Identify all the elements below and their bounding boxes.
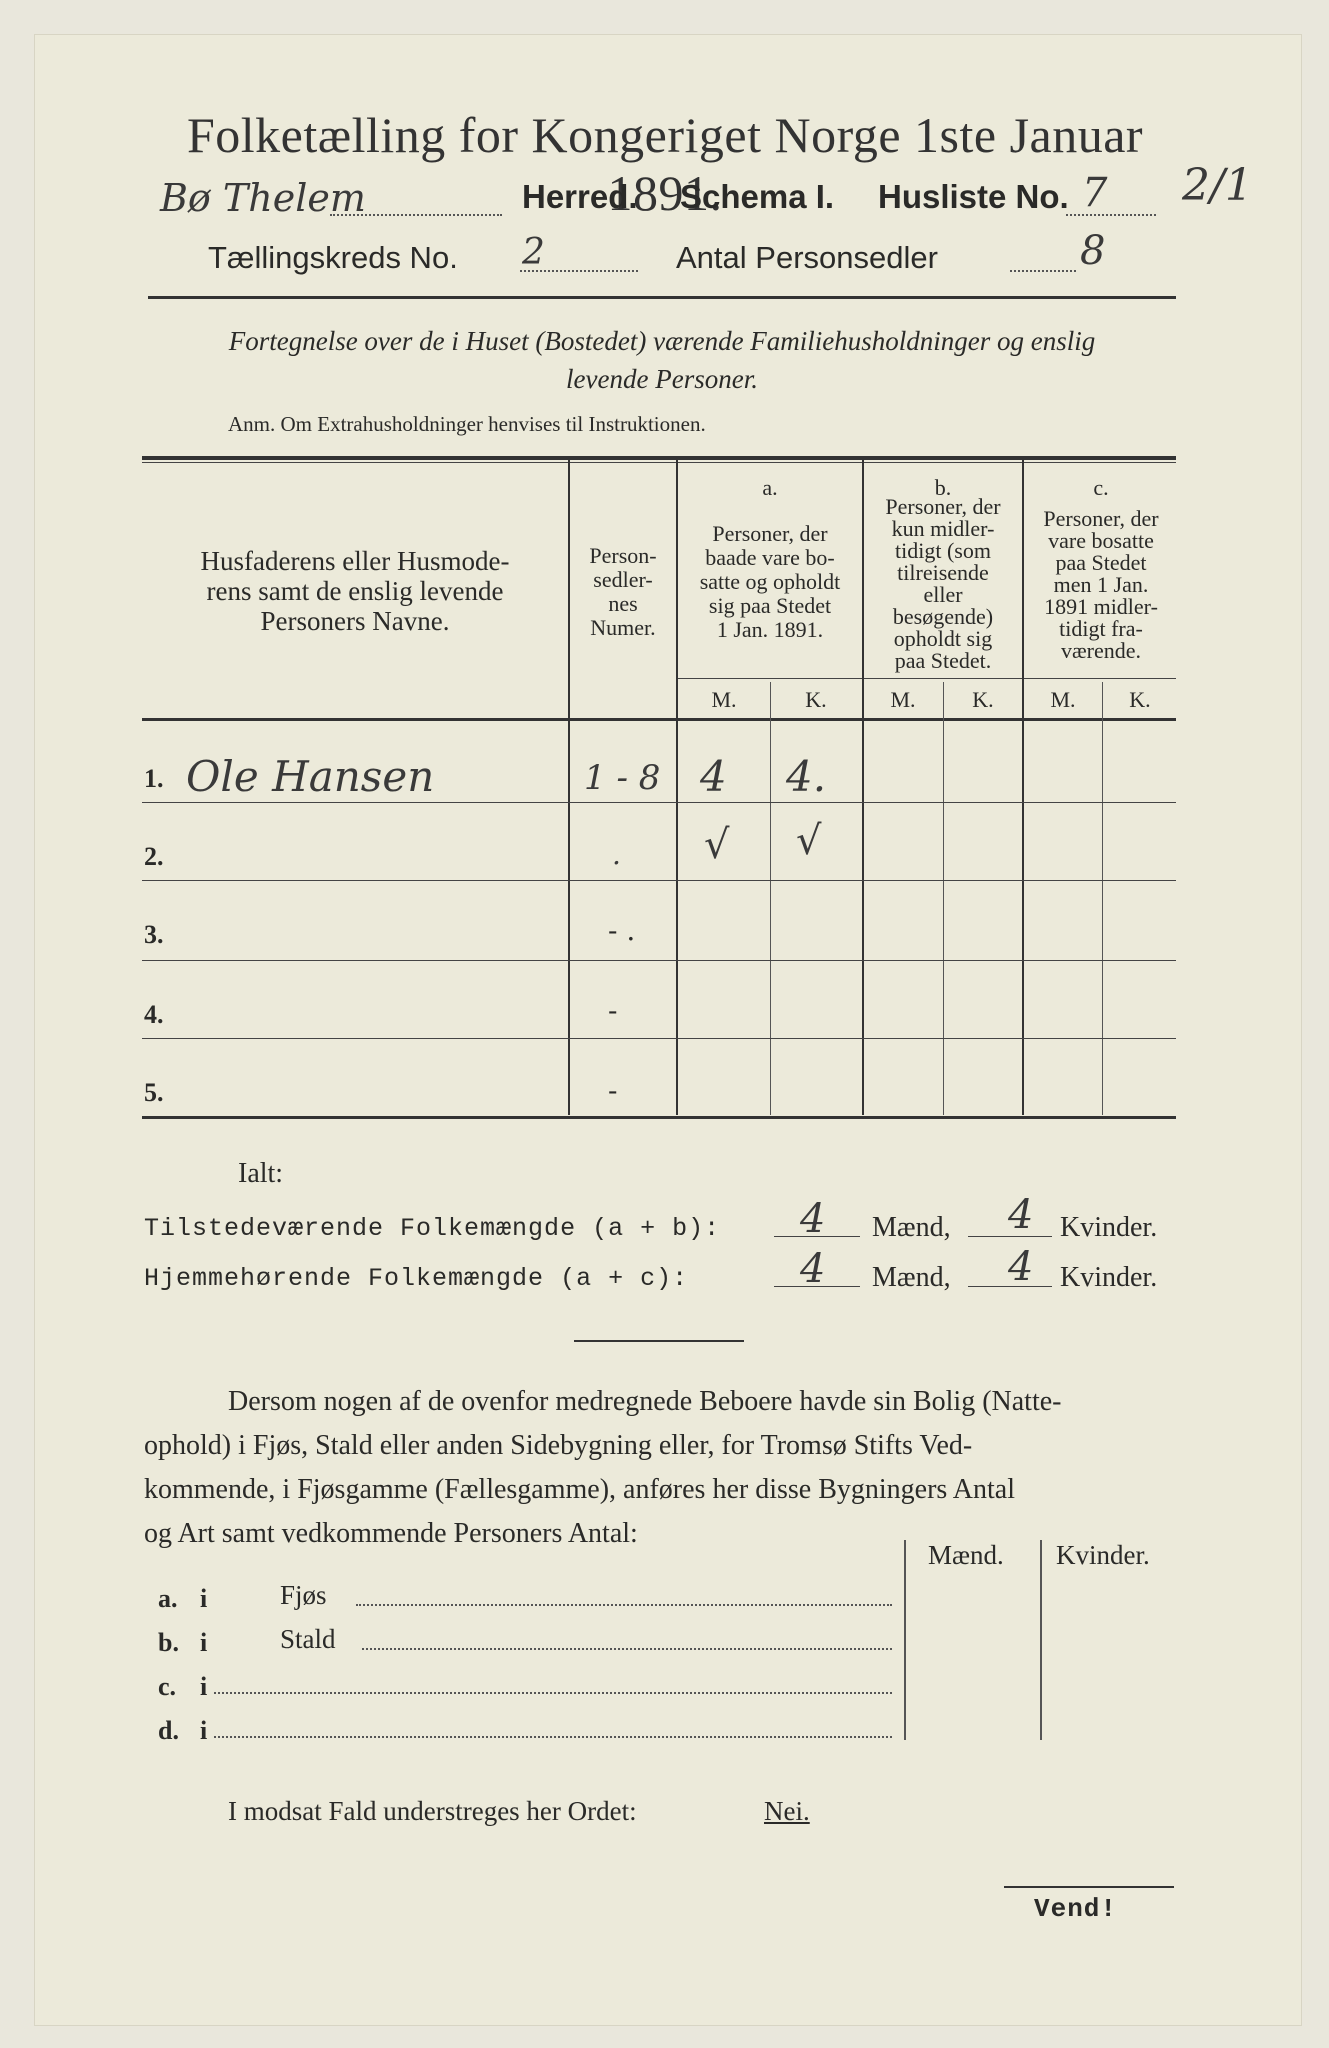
corner-note: 2/1 xyxy=(1182,160,1253,211)
tilstede-kvinder: Kvinder. xyxy=(1060,1212,1158,1243)
a-k-label: K. xyxy=(805,687,827,712)
col-a-header-line: satte og opholdt xyxy=(699,569,841,594)
col-b-header-line: kun midler- xyxy=(891,516,995,541)
col-a-header xyxy=(680,522,860,642)
bygning-vline-1 xyxy=(904,1540,906,1740)
anm-note: Anm. Om Extrahusholdninger henvises til Instruktionen. xyxy=(228,412,706,436)
table-top-rule xyxy=(142,456,1176,460)
vline-b-mk xyxy=(943,682,944,1115)
mk-header-rule xyxy=(676,678,1176,679)
bygning-item-letter: a. xyxy=(158,1584,178,1613)
tilstede-maend: Mænd, xyxy=(872,1212,951,1243)
row-number: 1. xyxy=(144,764,164,793)
hjemme-m-value: 4 xyxy=(800,1246,826,1292)
herred-value: Bø Thelem xyxy=(160,176,366,220)
col-c-header-line: tidigt fra- xyxy=(1059,616,1143,641)
col-a-header-line: sig paa Stedet xyxy=(708,593,832,618)
vend-rule xyxy=(1004,1886,1174,1888)
bygning-item-dots xyxy=(356,1604,892,1606)
row-rule xyxy=(142,960,1176,961)
hjemme-label: Hjemmehørende Folkemængde (a + c): xyxy=(144,1264,689,1293)
hjemme-maend: Mænd, xyxy=(872,1262,951,1293)
kreds-value: 2 xyxy=(522,232,545,273)
vend-text: Vend! xyxy=(1034,1894,1118,1924)
col-b-letter: b. xyxy=(934,475,952,500)
bygning-item-letter: c. xyxy=(158,1672,177,1701)
col-b-header-line: eller xyxy=(923,582,963,607)
kreds-dotted-line xyxy=(520,270,638,272)
bygning-paragraph-line: kommende, i Fjøsgamme (Fællesgamme), anføres her disse Bygningers Antal xyxy=(144,1474,1015,1505)
col-num-header-line: nes xyxy=(608,591,638,616)
bygning-paragraph-line: og Art samt vedkommende Personers Antal: xyxy=(144,1518,638,1549)
row-number: 2. xyxy=(144,842,164,871)
col-name-header xyxy=(148,546,562,636)
husliste-label: Husliste No. xyxy=(878,178,1069,215)
modsat-text: I modsat Fald understreges her Ordet: xyxy=(228,1796,637,1826)
bygning-item-dots xyxy=(214,1692,892,1694)
row-name: Ole Hansen xyxy=(186,752,435,801)
col-a-header-line: Personer, der xyxy=(712,521,828,546)
col-name-header-line: rens samt de enslig levende xyxy=(206,576,504,606)
bygning-item-letter: b. xyxy=(158,1628,179,1657)
row-number: 4. xyxy=(144,1000,164,1029)
vline-a xyxy=(862,460,864,1115)
col-num-header xyxy=(572,544,674,640)
col-c-letter: c. xyxy=(1093,475,1109,500)
row-sedler: - xyxy=(608,1074,618,1107)
ialt-label: Ialt: xyxy=(238,1158,284,1189)
col-b-header xyxy=(866,496,1020,672)
vline-num xyxy=(676,460,678,1115)
vline-name xyxy=(568,460,570,1115)
col-c-header xyxy=(1026,508,1176,662)
hjemme-kvinder: Kvinder. xyxy=(1060,1262,1158,1293)
col-c-header-line: vare bosatte xyxy=(1048,528,1154,553)
row-a-m: 4 xyxy=(700,752,727,801)
row-sedler: - xyxy=(608,994,618,1027)
col-b-header-line: paa Stedet. xyxy=(894,648,992,673)
col-c-header-line: Personer, der xyxy=(1043,506,1159,531)
col-a-header-line: baade vare bo- xyxy=(705,545,835,570)
row-rule xyxy=(142,802,1176,803)
bygning-item-i: i xyxy=(200,1716,208,1745)
bygning-paragraph xyxy=(144,1380,1174,1556)
husliste-value: 7 xyxy=(1082,170,1108,216)
bygning-paragraph-line: Dersom nogen af de ovenfor medregnede Beboere havde sin Bolig (Natte- xyxy=(228,1386,1062,1417)
antal-value: 8 xyxy=(1080,228,1106,274)
nei-word: Nei. xyxy=(764,1796,810,1826)
bygning-item-i: i xyxy=(200,1672,208,1701)
husliste-dotted-line xyxy=(1066,214,1156,216)
bygning-item-dots xyxy=(214,1736,892,1738)
row-rule xyxy=(142,1038,1176,1039)
col-c-header-line: men 1 Jan. xyxy=(1053,572,1149,597)
col-b-header-line: opholdt sig xyxy=(893,626,993,651)
row-a-k: √ xyxy=(796,818,822,864)
col-b-header-line: besøgende) xyxy=(892,604,994,629)
antal-label: Antal Personsedler xyxy=(676,240,938,275)
col-a-letter: a. xyxy=(762,475,778,500)
col-c-header-line: paa Stedet xyxy=(1055,550,1147,575)
row-a-k: 4. xyxy=(786,752,827,801)
table-top-rule-thin xyxy=(142,462,1176,463)
hjemme-k-value: 4 xyxy=(1008,1244,1034,1290)
bygning-item-label: Stald xyxy=(280,1624,336,1654)
herred-label: Herred. xyxy=(522,178,638,215)
section-divider xyxy=(574,1340,744,1342)
bygning-item-i: i xyxy=(200,1584,208,1613)
bygning-item-i: i xyxy=(200,1628,208,1657)
intro-heading-line1: Fortegnelse over de i Huset (Bostedet) værende Familiehusholdninger og enslig xyxy=(228,326,1096,356)
bygning-vline-2 xyxy=(1040,1540,1042,1740)
kreds-label: Tællingskreds No. xyxy=(208,240,458,275)
form-title: Folketælling for Kongeriget Norge 1ste Januar 1891. xyxy=(186,107,1144,221)
b-m-label: M. xyxy=(890,687,916,712)
c-k-label: K. xyxy=(1129,687,1151,712)
row-sedler: . xyxy=(612,838,621,871)
tilstede-label: Tilstedeværende Folkemængde (a + b): xyxy=(144,1214,721,1243)
antal-dotted-line xyxy=(1010,270,1076,272)
vline-a-mk xyxy=(770,682,771,1115)
col-a-header-line: 1 Jan. 1891. xyxy=(716,617,824,642)
row-rule xyxy=(142,880,1176,881)
c-m-label: M. xyxy=(1050,687,1076,712)
col-num-header-line: sedler- xyxy=(593,567,653,592)
a-m-label: M. xyxy=(711,687,737,712)
bygning-item-label: Fjøs xyxy=(280,1580,327,1610)
tilstede-k-value: 4 xyxy=(1008,1192,1034,1238)
col-num-header-line: Numer. xyxy=(590,615,656,640)
row-sedler: 1 - 8 xyxy=(584,758,661,798)
b-k-label: K. xyxy=(972,687,994,712)
bygning-item-dots xyxy=(362,1648,892,1650)
row-a-m: √ xyxy=(704,822,730,868)
table-header-bottom-rule xyxy=(142,718,1176,721)
col-num-header-line: Person- xyxy=(589,543,657,568)
col-c-header-line: værende. xyxy=(1060,638,1142,663)
bygning-paragraph-line: ophold) i Fjøs, Stald eller anden Sidebygning eller, for Tromsø Stifts Ved- xyxy=(144,1430,973,1461)
bygning-item-letter: d. xyxy=(158,1716,179,1745)
col-name-header-line: Personers Navne. xyxy=(260,606,450,636)
vline-b xyxy=(1022,460,1024,1115)
bygning-col-maend: Mænd. xyxy=(928,1540,1004,1570)
table-bottom-rule xyxy=(142,1116,1176,1119)
herred-dotted-line xyxy=(330,214,502,216)
schema-label: Schema I. xyxy=(680,178,835,215)
col-b-header-line: tidigt (som xyxy=(895,538,991,563)
tilstede-m-value: 4 xyxy=(800,1196,826,1242)
row-number: 3. xyxy=(144,920,164,949)
bygning-col-kvinder: Kvinder. xyxy=(1056,1540,1150,1570)
row-sedler: - . xyxy=(608,914,636,947)
col-b-header-line: tilreisende xyxy=(897,560,989,585)
col-b-header-line: Personer, der xyxy=(885,494,1001,519)
intro-heading-line2: levende Personer. xyxy=(566,364,758,394)
col-c-header-line: 1891 midler- xyxy=(1044,594,1158,619)
col-name-header-line: Husfaderens eller Husmode- xyxy=(200,546,510,576)
header-rule xyxy=(148,296,1176,299)
row-number: 5. xyxy=(144,1078,164,1107)
vline-c-mk xyxy=(1102,682,1103,1115)
